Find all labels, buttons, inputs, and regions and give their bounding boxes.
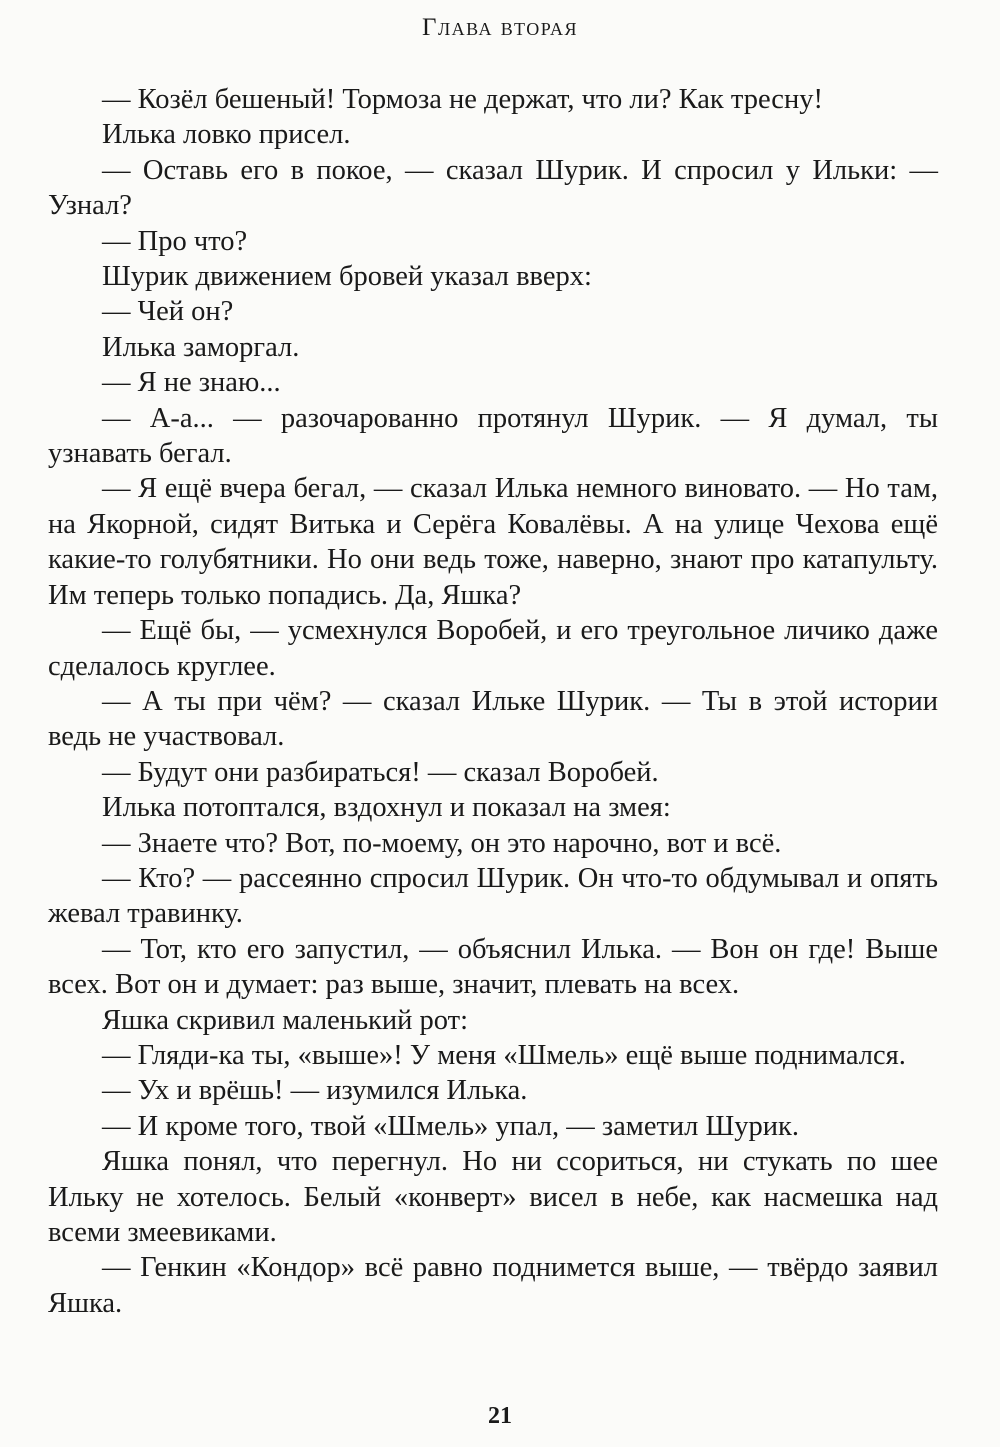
paragraph: — А-а... — разочарованно протянул Шурик. — Я думал, ты узнавать бегал. [48,402,938,470]
paragraph: — Кто? — рассеянно спросил Шурик. Он что-то обдумывал и опять жевал травинку. [48,862,938,930]
paragraph: — Ух и врёшь! — изумился Илька. [102,1075,528,1107]
paragraph: — Про что? [102,225,248,257]
paragraph: — И кроме того, твой «Шмель» упал, — заметил Шурик. [102,1110,799,1142]
page-number: 21 [488,1403,512,1429]
paragraph: Илька ловко присел. [102,119,351,151]
running-head-title: Глава вторая [421,14,579,41]
paragraph: Яшка понял, что перегнул. Но ни ссориться, ни стукать по шее Ильку не хотелось. Белый «конверт» висел в небе, как насмешка над всеми змеевиками. [48,1146,938,1248]
paragraph: — А ты при чём? — сказал Ильке Шурик. — Ты в этой истории ведь не участвовал. [48,685,938,753]
paragraph: — Козёл бешеный! Тормоза не держат, что ли? Как тресну! [102,84,823,115]
paragraph: — Оставь его в покое, — сказал Шурик. И спросил у Ильки: — Узнал? [48,154,938,222]
paragraph: — Гляди-ка ты, «выше»! У меня «Шмель» ещё выше поднимался. [102,1039,906,1071]
paragraph: — Знаете что? Вот, по-моему, он это нарочно, вот и всё. [102,827,782,859]
body-text [48,82,938,1321]
paragraph: Илька заморгал. [102,331,300,363]
paragraph: Илька потоптался, вздохнул и показал на змея: [102,792,671,824]
paragraph: — Ещё бы, — усмехнулся Воробей, и его треугольное личико даже сделалось круглее. [48,615,938,682]
paragraph: — Тот, кто его запустил, — объяснил Илька. — Вон он где! Выше всех. Вот он и думает: раз выше, значит, плевать на всех. [48,933,938,1001]
paragraph: — Я ещё вчера бегал, — сказал Илька немного виновато. — Но там, на Якорной, сидят Витька и Серёга Ковалёвы. А на улице Чехова ещё какие-то голубятники. Но они ведь тоже, наверно, знают про катапульту. Им теперь только попадись. Да, Яшка? [48,473,938,611]
paragraph: — Генкин «Кондор» всё равно поднимется выше, — твёрдо заявил Яшка. [48,1252,938,1319]
paragraph: — Будут они разбираться! — сказал Воробей. [102,756,659,788]
paragraph: — Я не знаю... [102,367,281,399]
paragraph: Шурик движением бровей указал вверх: [102,261,592,293]
paragraph: Яшка скривил маленький рот: [102,1004,469,1036]
paragraph: — Чей он? [102,296,234,328]
